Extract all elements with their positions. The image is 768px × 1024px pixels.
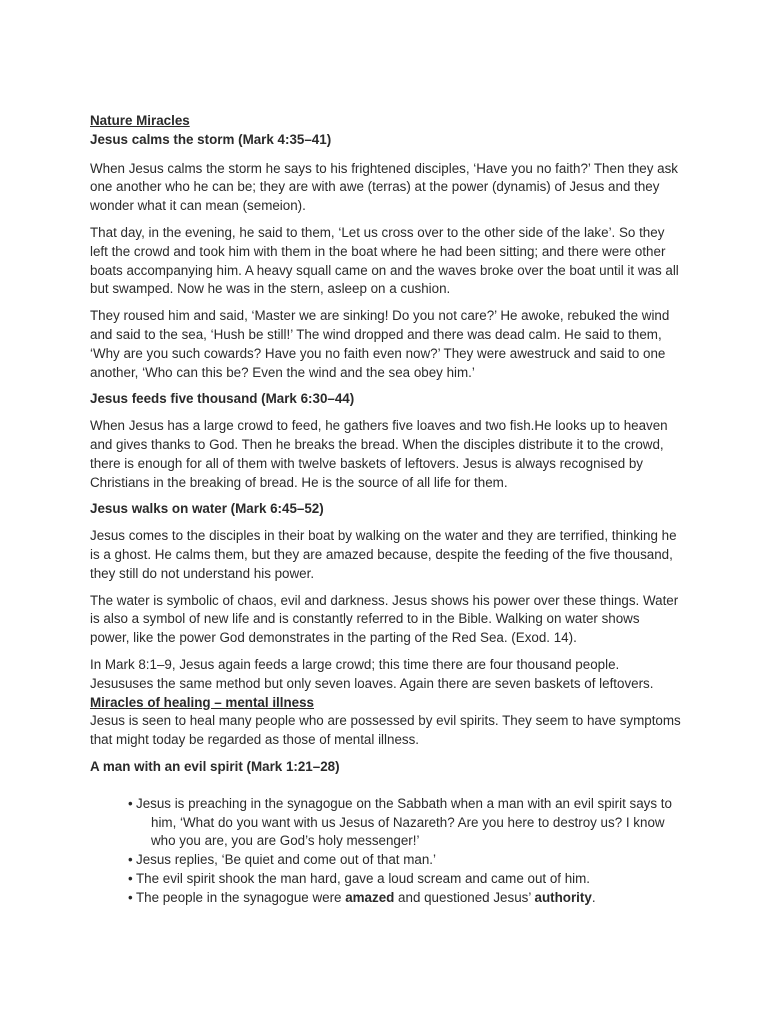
paragraph-water-2: The water is symbolic of chaos, evil and darkness. Jesus shows his power over these things. Water is also a symbol of new life and is constantly referred to in the Bible. Walking on water shows power, like the power God demonstrates in the parting of the Red Sea. (Exod. 14). [90, 592, 679, 646]
section-heading-nature-miracles: Nature Miracles [90, 113, 190, 128]
emphasis-amazed: amazed [345, 889, 395, 905]
paragraph-feeds-1: When Jesus has a large crowd to feed, he gathers five loaves and two fish.He looks up to heaven and gives thanks to God. Then he breaks the bread. When the disciples distribute it to the crowd, there is enough for all of them with twelve baskets of leftovers. Jesus is always recognised by Christians in the breaking of bread. He is the source of all life for them. [90, 418, 668, 490]
list-item-text: him, ‘What do you want with us Jesus of Nazareth? Are you here to destroy us? I know [151, 814, 665, 830]
heading-calms-storm: Jesus calms the storm (Mark 4:35–41) [90, 131, 332, 147]
bullet-icon: • [128, 889, 133, 905]
list-item-text: . [591, 889, 596, 905]
section-heading-healing: Miracles of healing – mental illness [90, 694, 314, 710]
list-item [90, 851, 682, 870]
heading-evil-spirit: A man with an evil spirit (Mark 1:21–28) [90, 758, 340, 774]
bullet-icon: • [128, 870, 133, 886]
list-item-text: and questioned Jesus’ [394, 889, 535, 905]
paragraph-water-1: Jesus comes to the disciples in their boat by walking on the water and they are terrified, thinking he is a ghost. He calms them, but they are amazed because, despite the feeding of the five thousand, they still do not understand his power. [90, 528, 677, 581]
list-item-text: who you are, you are God’s holy messenger!’ [151, 833, 420, 849]
bullet-icon: • [128, 852, 133, 868]
list-item [90, 889, 682, 908]
list-item-text: Jesus replies, ‘Be quiet and come out of that man.’ [136, 852, 436, 868]
list-item-text: The evil spirit shook the man hard, gave a loud scream and came out of him. [136, 870, 591, 886]
paragraph-storm-1: When Jesus calms the storm he says to his frightened disciples, ‘Have you no faith?’ Then they ask one another who he can be; they are with awe (terras) at the power (dynamis) of Jesus and they wonder what it can mean (semeion). [90, 160, 678, 214]
heading-feeds-five-thousand: Jesus feeds five thousand (Mark 6:30–44) [90, 391, 355, 407]
list-item [90, 795, 682, 851]
paragraph-healing-1: Jesus is seen to heal many people who are possessed by evil spirits. They seem to have symptoms that might today be regarded as those of mental illness. [90, 713, 681, 748]
evil-spirit-bullet-list [90, 795, 682, 908]
emphasis-authority: authority [534, 889, 592, 905]
list-item-text: The people in the synagogue were [136, 889, 346, 905]
heading-walks-on-water: Jesus walks on water (Mark 6:45–52) [90, 501, 324, 517]
document-page [90, 112, 682, 907]
list-item-text: Jesus is preaching in the synagogue on the Sabbath when a man with an evil spirit says to [136, 795, 672, 811]
paragraph-storm-3: They roused him and said, ‘Master we are sinking! Do you not care?’ He awoke, rebuked the wind and said to the sea, ‘Hush be still!’ The wind dropped and there was dead calm. He said to them, ‘Why are you such cowards? Have you no faith even now?’ They were awestruck and said to one another, ‘Who can this be? Even the wind and the sea obey him.’ [90, 308, 670, 380]
paragraph-water-3: In Mark 8:1–9, Jesus again feeds a large crowd; this time there are four thousand people. Jesususes the same method but only seven loaves. Again there are seven baskets of leftovers. [90, 656, 654, 691]
list-item [90, 870, 682, 889]
bullet-icon: • [128, 795, 133, 811]
paragraph-storm-2: That day, in the evening, he said to them, ‘Let us cross over to the other side of the lake’. So they left the crowd and took him with them in the boat where he had been sitting; and there were other boats accompanying him. A heavy squall came on and the waves broke over the boat until it was all but swamped. Now he was in the stern, asleep on a cushion. [90, 224, 679, 297]
